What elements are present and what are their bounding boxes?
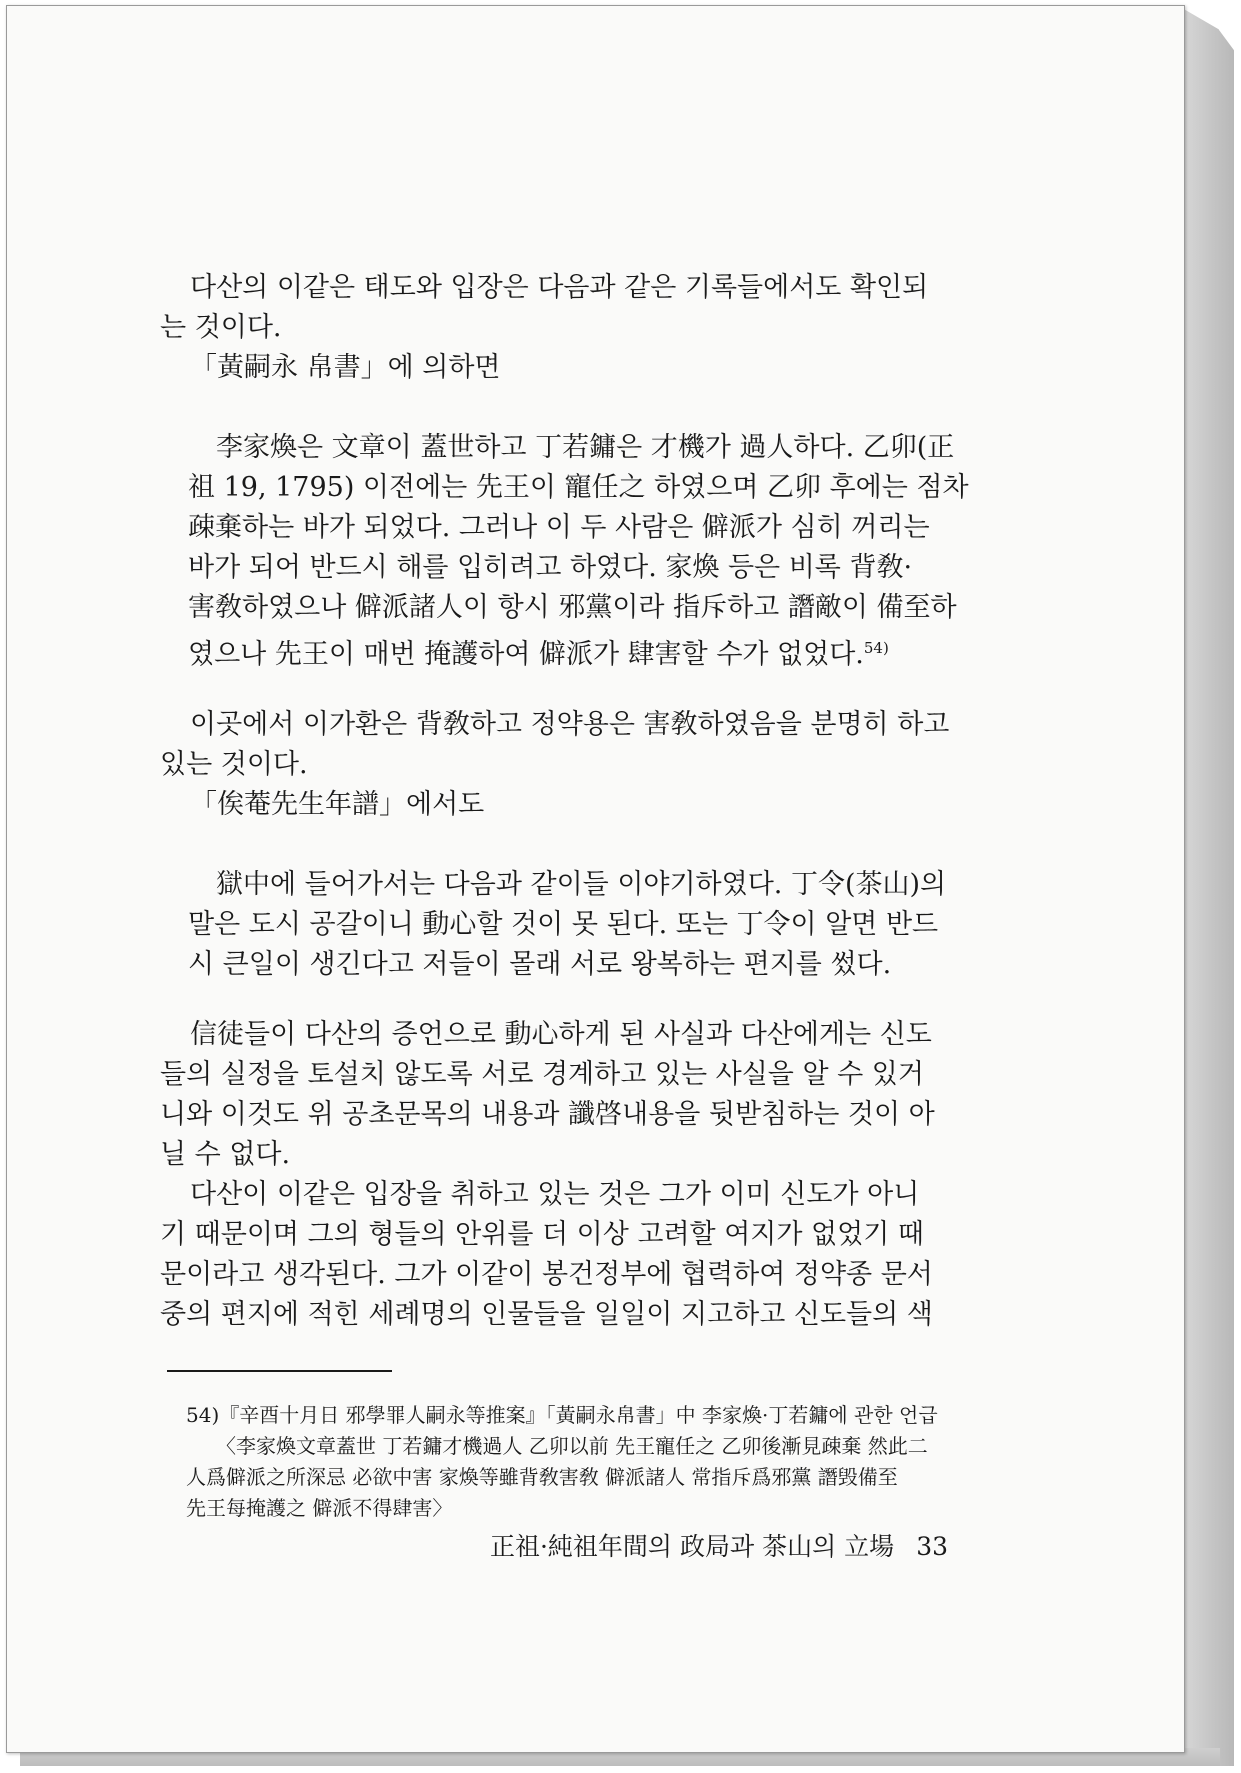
quote-line: 疎棄하는 바가 되었다. 그러나 이 두 사람은 僻派가 심히 꺼리는: [188, 512, 930, 543]
quote-line: 말은 도시 공갈이니 動心할 것이 못 된다. 또는 丁令이 알면 반드: [188, 909, 939, 940]
source-citation-2: 「俟菴先生年譜」에서도: [190, 789, 485, 820]
text-line: 이곳에서 이가환은 背敎하고 정약용은 害敎하였음을 분명히 하고: [190, 709, 950, 740]
footnote-line: 先王每掩護之 僻派不得肆害〉: [186, 1496, 453, 1520]
text-line: 기 때문이며 그의 형들의 안위를 더 이상 고려할 여지가 없었기 때: [160, 1219, 924, 1250]
text-line: 있는 것이다.: [160, 749, 308, 780]
quote-line: 害敎하였으나 僻派諸人이 항시 邪黨이라 指斥하고 譖敵이 備至하: [188, 592, 957, 623]
footnote-line: 人爲僻派之所深忌 必欲中害 家煥等雖背敎害敎 僻派諸人 常指斥爲邪黨 譖毁備至: [186, 1465, 898, 1489]
text-line: 니와 이것도 위 공초문목의 내용과 讖啓내용을 뒷받침하는 것이 아: [160, 1099, 935, 1130]
paragraph-3: [160, 1015, 970, 1175]
page-number: 33: [916, 1532, 948, 1561]
paragraph-4: [160, 1175, 970, 1335]
text-line: 문이라고 생각된다. 그가 이같이 봉건정부에 협력하여 정약종 문서: [160, 1259, 933, 1290]
quote-line: 바가 되어 반드시 해를 입히려고 하였다. 家煥 등은 비록 背敎·: [188, 552, 913, 583]
body-text: [160, 268, 970, 1335]
footnote-line: 〈李家煥文章蓋世 丁若鏞才機過人 乙卯以前 先王寵任之 乙卯後漸見疎棄 然此二: [216, 1434, 928, 1458]
text-line: 닐 수 없다.: [160, 1139, 291, 1170]
text-line: 다산이 이같은 입장을 취하고 있는 것은 그가 이미 신도가 아니: [190, 1179, 920, 1210]
text-line: 중의 편지에 적힌 세례명의 인물들을 일일이 지고하고 신도들의 색: [160, 1299, 933, 1330]
footnote-body: [186, 1431, 982, 1524]
text-line: 信徒들이 다산의 증언으로 動心하게 된 사실과 다산에게는 신도: [190, 1019, 932, 1050]
block-quote-1: [160, 428, 970, 675]
source-citation-1: 「黃嗣永 帛書」에 의하면: [190, 352, 501, 383]
paragraph-2: [160, 705, 970, 785]
block-quote-2: [160, 865, 970, 985]
footnote-divider: [167, 1370, 392, 1372]
footnote-ref: 54): [863, 639, 889, 657]
running-footer: [488, 1530, 948, 1564]
quote-line: 李家煥은 文章이 蓋世하고 丁若鏞은 才機가 過人하다. 乙卯(正: [216, 432, 955, 463]
quote-line: 祖 19, 1795) 이전에는 先王이 寵任之 하였으며 乙卯 후에는 점차: [188, 472, 969, 503]
footnote-54: [186, 1400, 982, 1524]
running-footer-title: 正祖·純祖年間의 政局과 茶山의 立場: [489, 1532, 895, 1561]
page-stack-edge: [1182, 8, 1234, 1766]
text-line: 는 것이다.: [160, 312, 282, 343]
text-line: 다산의 이같은 태도와 입장은 다음과 같은 기록들에서도 확인되: [190, 272, 929, 303]
footnote-heading: 54)『辛酉十月日 邪學罪人嗣永等推案』「黃嗣永帛書」中 李家煥·丁若鏞에 관한 언급: [186, 1403, 938, 1427]
text-line: 들의 실정을 토설치 않도록 서로 경계하고 있는 사실을 알 수 있거: [160, 1059, 924, 1090]
quote-line: 獄中에 들어가서는 다음과 같이들 이야기하였다. 丁令(茶山)의: [216, 869, 947, 900]
quote-line: 였으나 先王이 매번 掩護하여 僻派가 肆害할 수가 없었다.: [188, 639, 864, 670]
quote-line: 시 큰일이 생긴다고 저들이 몰래 서로 왕복하는 편지를 썼다.: [188, 949, 892, 980]
paragraph-1: [160, 268, 970, 348]
